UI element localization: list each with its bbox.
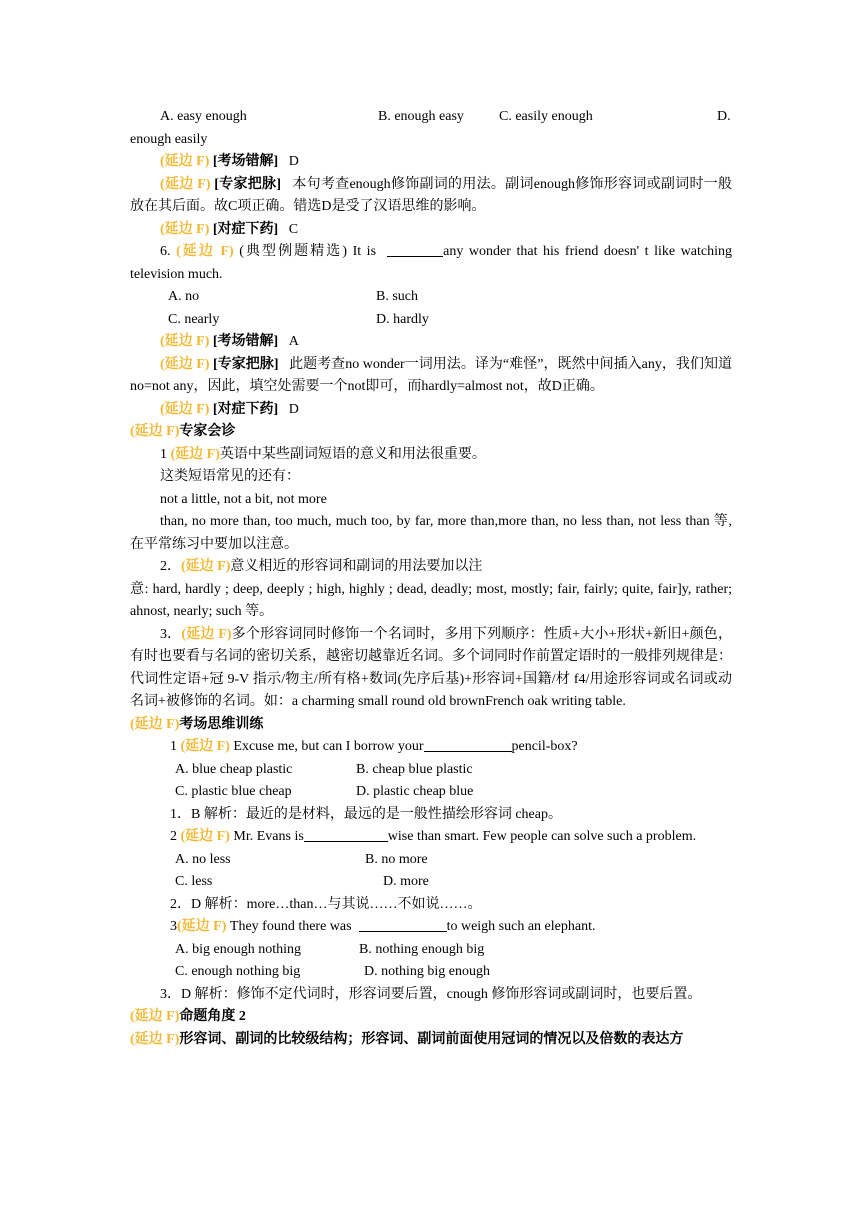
tag-label: (延边 F)	[130, 424, 180, 439]
consult-heading-text: 专家会诊	[179, 424, 236, 439]
q6-options-row-1	[130, 286, 732, 309]
question-text: Mr. Evans is	[233, 829, 304, 844]
tag-label: (延边 F)	[180, 829, 230, 844]
tag-label: (延边 F)	[177, 919, 227, 934]
consult-heading	[130, 421, 732, 444]
q6-stem	[130, 241, 732, 286]
tag-label: (延边 F)	[160, 334, 210, 349]
expert-text: 此题考查no wonder一词用法。译为“难怪”，既然中间插入any，我们知道no=not any，因此，填空处需要一个not即可，而hardly=almost not，故D正确。	[130, 356, 733, 394]
angle-line	[130, 1029, 732, 1052]
point-text: 英语中某些副词短语的意义和用法很重要。	[219, 446, 486, 462]
training-heading-text: 考场思维训练	[179, 716, 264, 732]
question-text: They found there was	[229, 919, 352, 934]
q6-number: 6.	[160, 244, 171, 259]
q2-options-row-2	[130, 871, 732, 894]
q3-option-d: D. nothing big enough	[364, 964, 490, 979]
answer-blank	[424, 736, 512, 752]
q1-option-d: D. plastic cheap blue	[356, 784, 474, 799]
point-text: 多个形容词同时修饰一个名词时，多用下列顺序：性质+大小+形状+新旧+颜色，有时也要看与名词的密切关系，越密切越靠近名词。多个词同时作前置定语时的一般排列规律是：代词性定语+冠 9-V 指示/物主/所有格+数词(先序后基)+形容词+国籍/材 f4/用途形容词或名词或动名词+被修饰的名词。如：a charming small round old brownFrench oak writing table.	[130, 626, 732, 709]
point-number: 3．	[160, 626, 182, 642]
consult-point-2	[130, 556, 732, 579]
tag-label: (延边 F)	[130, 716, 180, 732]
q6-source: (典型例题精选) It is	[239, 244, 377, 259]
tag-label: (延边 F)	[160, 176, 211, 192]
q3-option-c: C. enough nothing big	[175, 964, 301, 979]
q5-option-a: A. easy enough	[160, 109, 247, 124]
q5-expert-para	[130, 174, 732, 219]
q6-stem-rest: any wonder that his friend doesn' t like watching television much.	[130, 244, 732, 282]
q3-explanation: 3．D 解析：修饰不定代词时，形容词要后置，cnough 修饰形容词或副词时，也要后置。	[160, 986, 702, 1002]
remedy-label: [对症下药]	[212, 221, 279, 237]
training-q2-stem	[130, 826, 732, 849]
mistake-answer: D	[288, 154, 299, 169]
mistake-answer: A	[288, 334, 299, 349]
tag-label: (延边 F)	[181, 559, 231, 574]
question-number: 1	[170, 739, 177, 754]
expert-text: 本句考查enough修饰副词的用法。副词enough修饰形容词或副词时一般放在其后面。故C项正确。错选D是受了汉语思维的影响。	[130, 176, 732, 214]
tag-label: (延边 F)	[160, 221, 210, 237]
remedy-answer: D	[288, 401, 299, 417]
tag-label: (延边 F)	[130, 1009, 180, 1024]
consult-point-2-list: 意: hard, hardly ; deep, deeply ; high, highly ; dead, deadly; most, mostly; fair, fairly; quite, fair]y, rather; ahnost, nearly; such 等。	[130, 581, 732, 619]
question-text-rest: to weigh such an elephant.	[446, 919, 596, 934]
q3-options-row-2	[130, 961, 732, 984]
training-q1-stem	[130, 736, 732, 759]
mistake-label: [考场错解]	[212, 334, 279, 349]
point-number: 1	[160, 446, 167, 462]
q1-option-c: C. plastic blue cheap	[175, 784, 292, 799]
q2-explanation: 2．D 解析：more…than…与其说……不如说……。	[170, 896, 482, 912]
angle-heading-text: 命题角度 2	[179, 1009, 246, 1024]
tag-label: (延边 F)	[160, 401, 210, 417]
q5-option-d-letter: D.	[717, 109, 731, 124]
consult-point-1-more: than, no more than, too much, much too, by far, more than,more than, no less than, not less than 等, 在平常练习中要加以注意。	[130, 514, 732, 552]
angle-heading	[130, 1006, 732, 1029]
q1-explanation: 1．B 解析：最近的是材料，最远的是一般性描绘形容词 cheap。	[170, 806, 562, 822]
q1-option-a: A. blue cheap plastic	[175, 761, 293, 777]
question-text-rest: wise than smart. Few people can solve such a problem.	[387, 829, 697, 844]
remedy-label: [对症下药]	[212, 401, 279, 417]
tag-label: (延边 F)	[170, 446, 220, 462]
mistake-label: [考场错解]	[212, 154, 279, 169]
q2-option-b: B. no more	[365, 851, 428, 867]
q1-options-row-2	[130, 781, 732, 804]
answer-blank	[387, 241, 443, 257]
tag-label: (延边 F)	[130, 1031, 180, 1047]
expert-label: [专家把脉]	[213, 356, 279, 372]
q5-options-row	[130, 106, 732, 129]
question-number: 3	[170, 919, 177, 934]
q5-mistake-line	[130, 151, 732, 174]
answer-blank	[304, 826, 388, 842]
tag-label: (延边 F)	[160, 154, 210, 169]
q2-option-c: C. less	[175, 874, 213, 889]
consult-point-3	[130, 624, 732, 714]
q1-option-b: B. cheap blue plastic	[356, 761, 473, 777]
question-number: 2	[170, 829, 177, 844]
training-heading	[130, 714, 732, 737]
q6-mistake-line	[130, 331, 732, 354]
tag-label: (延边 F)	[176, 244, 234, 259]
q3-options-row-1	[130, 939, 732, 962]
question-text-rest: pencil-box?	[511, 739, 578, 754]
q2-options-row-1	[130, 849, 732, 872]
expert-label: [专家把脉]	[214, 176, 281, 192]
q2-option-d: D. more	[383, 874, 429, 889]
q5-option-c: C. easily enough	[499, 109, 593, 124]
q6-option-d: D. hardly	[376, 311, 429, 327]
document-body	[130, 106, 732, 1051]
q6-remedy-line	[130, 399, 732, 422]
remedy-answer: C	[288, 221, 299, 237]
q6-options-row-2	[130, 309, 732, 332]
q1-options-row-1	[130, 759, 732, 782]
q2-option-a: A. no less	[175, 851, 231, 867]
question-text: Excuse me, but can I borrow your	[233, 739, 424, 754]
q3-option-a: A. big enough nothing	[175, 941, 301, 957]
tag-label: (延边 F)	[160, 356, 210, 372]
tag-label: (延边 F)	[181, 626, 232, 642]
q5-remedy-line	[130, 219, 732, 242]
q3-option-b: B. nothing enough big	[359, 941, 485, 957]
answer-blank	[359, 916, 447, 932]
point-number: 2．	[160, 559, 181, 574]
q5-option-b: B. enough easy	[378, 109, 464, 124]
q6-option-b: B. such	[376, 289, 418, 304]
q6-expert-para	[130, 354, 732, 399]
q5-option-d-text: enough easily	[130, 131, 208, 147]
q6-option-a: A. no	[168, 289, 200, 304]
training-q3-stem	[130, 916, 732, 939]
tag-label: (延边 F)	[180, 739, 230, 754]
angle-line-text: 形容词、副词的比较级结构；形容词、副词前面使用冠词的情况以及倍数的表达方	[179, 1031, 684, 1047]
consult-point-1-phrases: not a little, not a bit, not more	[160, 491, 327, 507]
consult-point-1-sub: 这类短语常见的还有：	[160, 469, 300, 484]
consult-point-1	[130, 444, 732, 467]
q6-option-c: C. nearly	[168, 311, 220, 327]
point-text: 意义相近的形容词和副词的用法要加以注	[230, 559, 483, 574]
